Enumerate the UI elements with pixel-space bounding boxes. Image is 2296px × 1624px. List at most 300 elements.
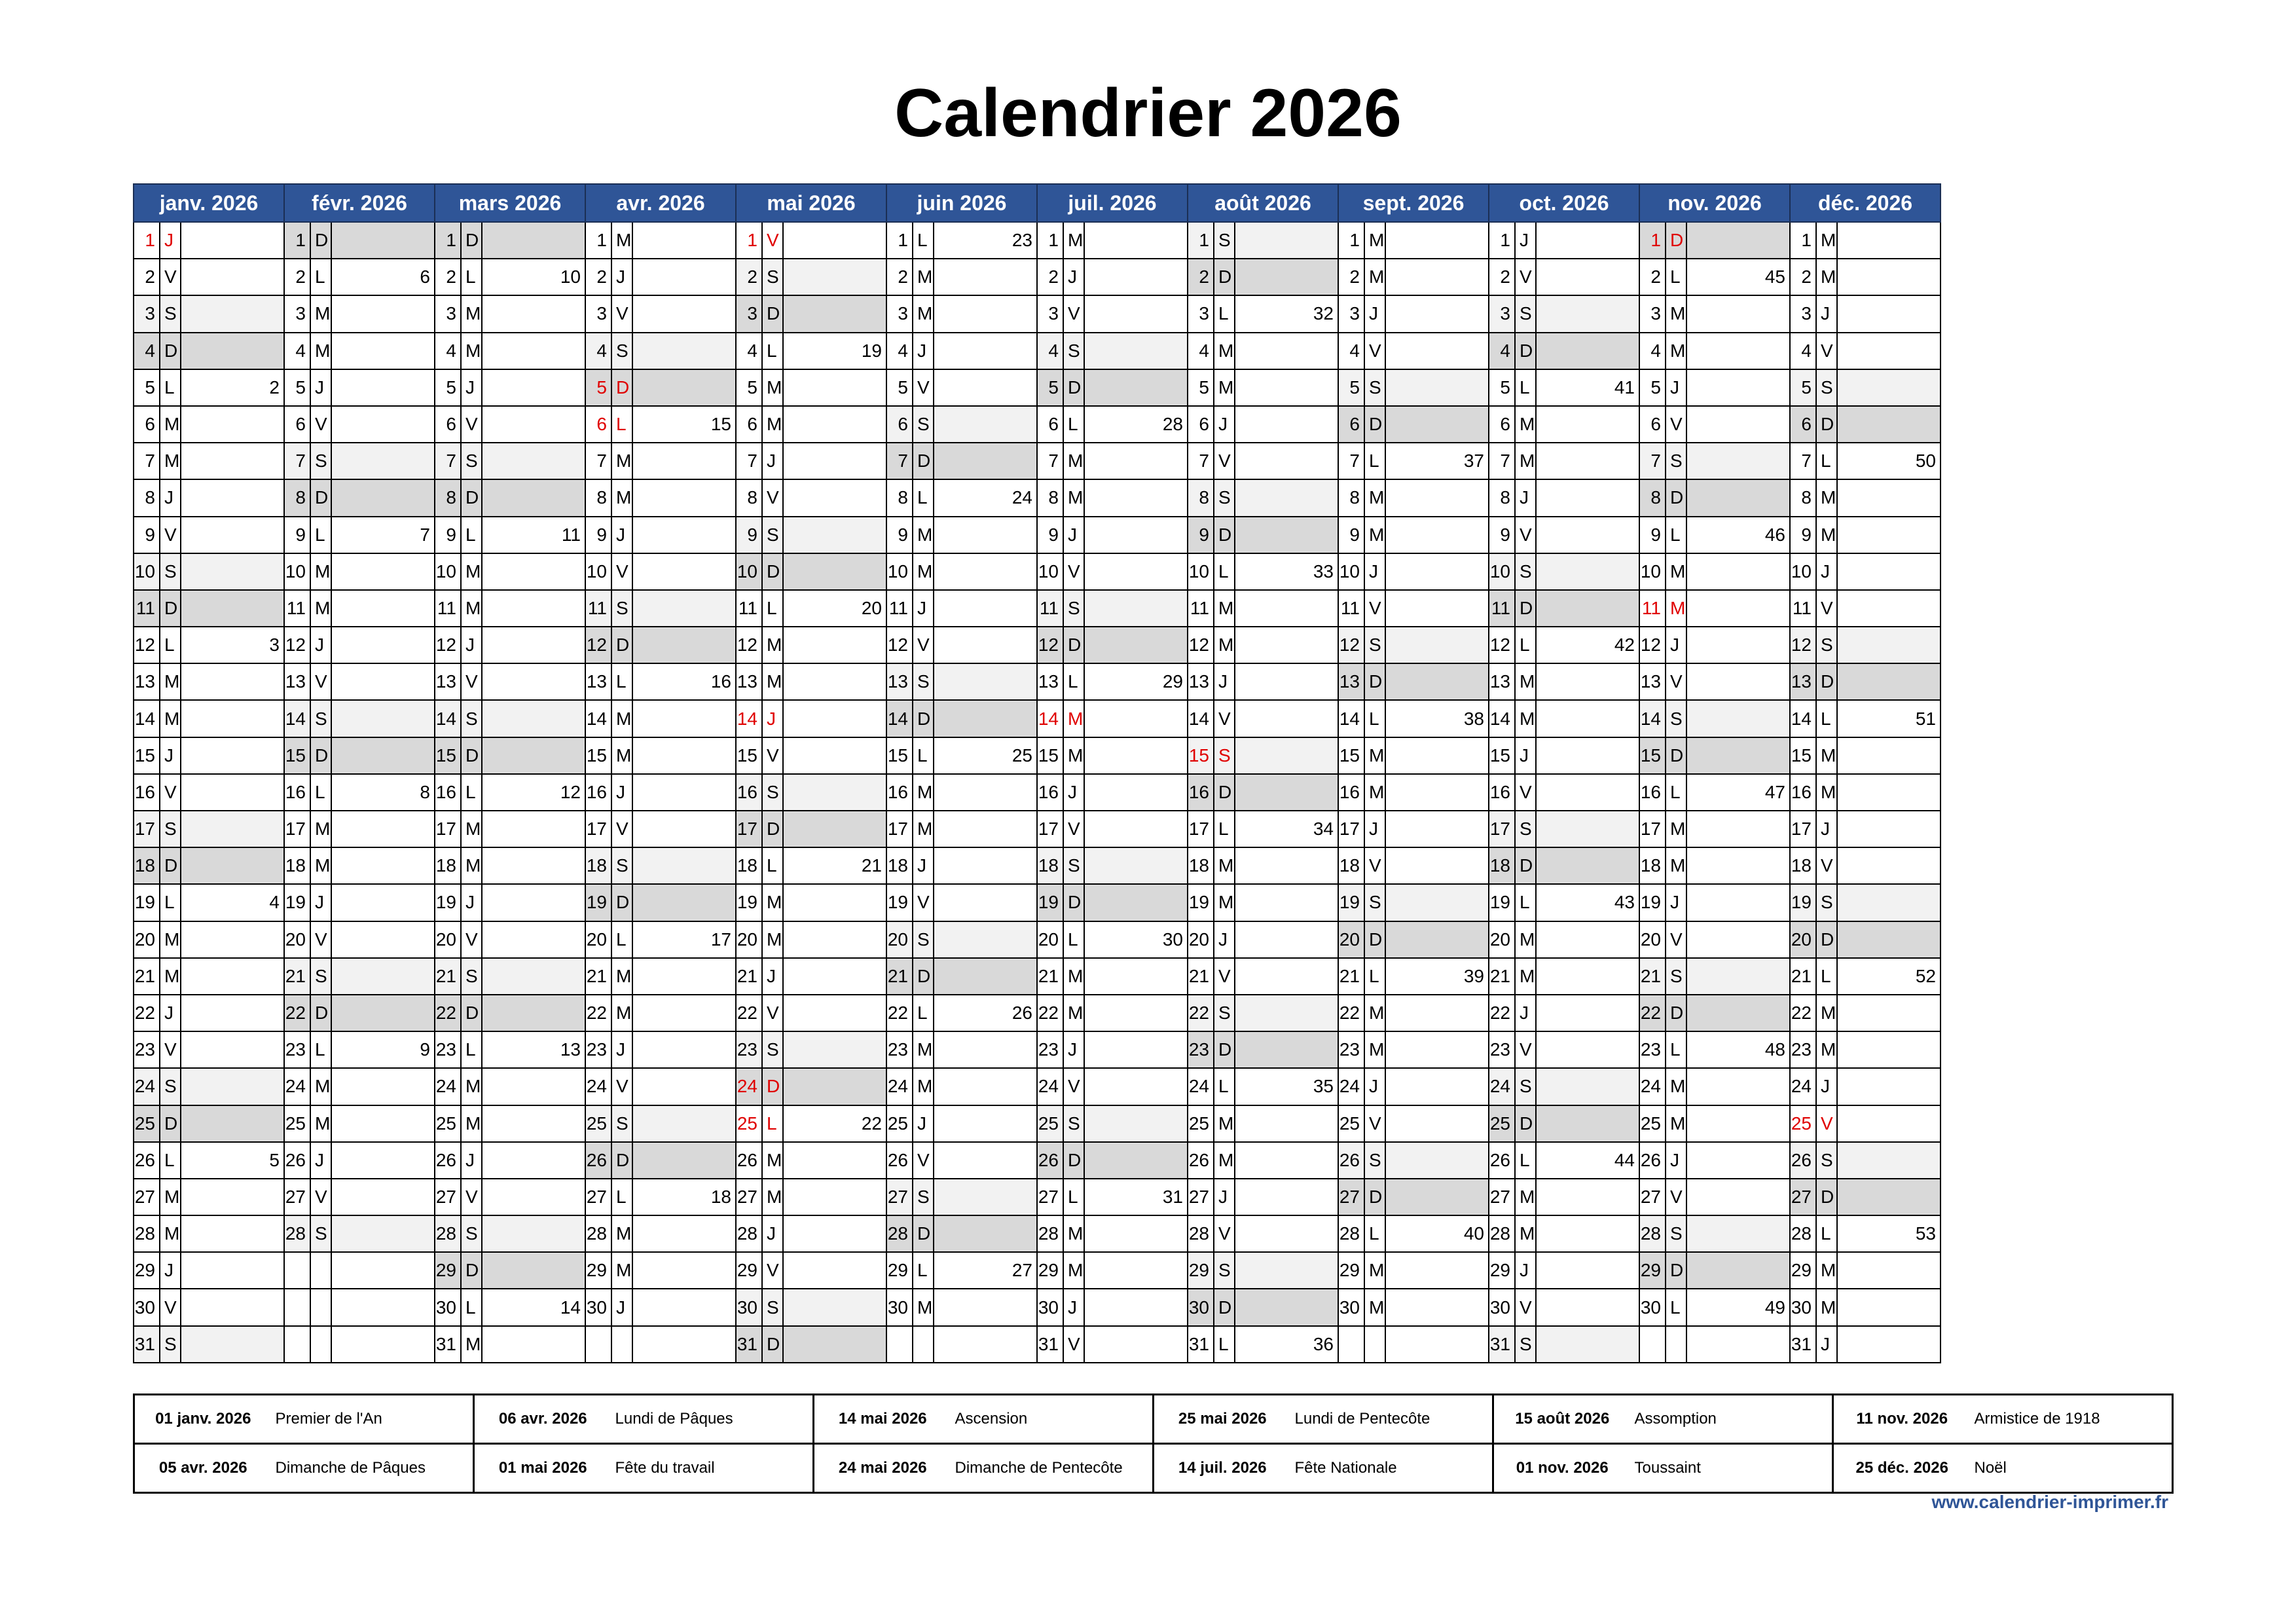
day-number: 28: [886, 1215, 913, 1252]
week-number: 43: [1536, 884, 1639, 921]
day-number: 22: [435, 995, 461, 1031]
day-number: 7: [134, 443, 160, 479]
day-number: 1: [1790, 222, 1816, 259]
week-number: [934, 1179, 1037, 1215]
day-number: 30: [886, 1289, 913, 1325]
day-number: 12: [1639, 627, 1666, 663]
week-number: [482, 627, 585, 663]
weekday-letter: D: [310, 995, 331, 1031]
week-number: [1235, 1179, 1338, 1215]
week-number: [1235, 1252, 1338, 1289]
day-number: 14: [1338, 700, 1364, 737]
weekday-letter: J: [1515, 995, 1536, 1031]
day-number: 4: [284, 333, 310, 369]
week-number: [331, 222, 435, 259]
week-number: 38: [1385, 700, 1489, 737]
day-number: 17: [1790, 811, 1816, 847]
day-row: [134, 700, 1941, 737]
weekday-letter: D: [762, 811, 783, 847]
weekday-letter: J: [1666, 1142, 1686, 1179]
weekday-letter: M: [1666, 590, 1686, 627]
day-row: [134, 517, 1941, 553]
day-number: 21: [585, 958, 611, 995]
weekday-letter: L: [1666, 1289, 1686, 1325]
day-number: 2: [1790, 259, 1816, 295]
day-number: 8: [284, 479, 310, 516]
week-number: [1084, 553, 1188, 590]
weekday-letter: J: [762, 700, 783, 737]
week-number: [1837, 1031, 1941, 1068]
day-number: 22: [1639, 995, 1666, 1031]
day-number: 25: [1790, 1105, 1816, 1142]
weekday-letter: V: [611, 1068, 632, 1105]
day-number: 15: [585, 737, 611, 774]
day-number: 4: [1639, 333, 1666, 369]
week-number: [934, 333, 1037, 369]
day-number: 30: [1639, 1289, 1666, 1325]
week-number: [1837, 259, 1941, 295]
weekday-letter: S: [1214, 995, 1235, 1031]
weekday-letter: S: [1063, 590, 1084, 627]
day-number: 17: [284, 811, 310, 847]
weekday-letter: M: [1515, 1215, 1536, 1252]
week-number: [1084, 627, 1188, 663]
week-number: [1385, 369, 1489, 406]
week-number: [1235, 921, 1338, 958]
week-number: [1385, 627, 1489, 663]
week-number: [632, 1068, 736, 1105]
week-number: [1686, 222, 1790, 259]
day-number: 7: [1338, 443, 1364, 479]
week-number: [934, 406, 1037, 443]
week-number: [331, 333, 435, 369]
week-number: [783, 1252, 886, 1289]
day-number: 22: [736, 995, 762, 1031]
week-number: [1385, 1179, 1489, 1215]
week-number: [1686, 700, 1790, 737]
week-number: [181, 1068, 284, 1105]
day-number: 11: [1037, 590, 1063, 627]
day-number: 13: [736, 663, 762, 700]
weekday-letter: V: [762, 222, 783, 259]
weekday-letter: V: [1515, 259, 1536, 295]
weekday-letter: J: [310, 627, 331, 663]
day-number: 5: [435, 369, 461, 406]
week-number: 46: [1686, 517, 1790, 553]
weekday-letter: V: [1816, 1105, 1837, 1142]
day-number: 19: [585, 884, 611, 921]
weekday-letter: M: [1515, 406, 1536, 443]
weekday-letter: V: [1364, 847, 1385, 884]
holiday-date: 15 août 2026: [1493, 1395, 1631, 1444]
day-number: 10: [1188, 553, 1214, 590]
weekday-letter: S: [1364, 627, 1385, 663]
day-number: 27: [1037, 1179, 1063, 1215]
day-number: 23: [284, 1031, 310, 1068]
week-number: 53: [1837, 1215, 1941, 1252]
weekday-letter: S: [310, 700, 331, 737]
weekday-letter: J: [1515, 479, 1536, 516]
day-number: 28: [134, 1215, 160, 1252]
day-number: 26: [1037, 1142, 1063, 1179]
day-number: 31: [1188, 1326, 1214, 1363]
day-number: 8: [1338, 479, 1364, 516]
day-number: 23: [134, 1031, 160, 1068]
day-number: 22: [1188, 995, 1214, 1031]
website-link[interactable]: www.calendrier-imprimer.fr: [1931, 1492, 2168, 1512]
day-number: 25: [1489, 1105, 1515, 1142]
holiday-date: 06 avr. 2026: [474, 1395, 611, 1444]
day-number: 4: [736, 333, 762, 369]
day-number: 2: [1338, 259, 1364, 295]
day-number: 9: [585, 517, 611, 553]
week-number: [1686, 1215, 1790, 1252]
weekday-letter: M: [913, 811, 934, 847]
weekday-letter: J: [1214, 663, 1235, 700]
week-number: [331, 663, 435, 700]
weekday-letter: D: [310, 479, 331, 516]
month-header: avr. 2026: [585, 184, 736, 222]
day-number: 18: [134, 847, 160, 884]
weekday-letter: D: [160, 333, 181, 369]
weekday-letter: L: [1364, 443, 1385, 479]
day-number: 22: [284, 995, 310, 1031]
weekday-letter: D: [913, 443, 934, 479]
weekday-letter: L: [762, 847, 783, 884]
weekday-letter: D: [1816, 663, 1837, 700]
week-number: [1536, 700, 1639, 737]
day-row: [134, 222, 1941, 259]
week-number: [1686, 590, 1790, 627]
weekday-letter: L: [762, 333, 783, 369]
day-number: 4: [435, 333, 461, 369]
weekday-letter: L: [461, 259, 482, 295]
day-number: 5: [284, 369, 310, 406]
day-number: 27: [1790, 1179, 1816, 1215]
week-number: [1837, 1068, 1941, 1105]
day-number: 17: [1188, 811, 1214, 847]
day-number: 18: [1037, 847, 1063, 884]
day-number: 26: [1188, 1142, 1214, 1179]
weekday-letter: V: [461, 921, 482, 958]
weekday-letter: S: [461, 700, 482, 737]
weekday-letter: D: [1214, 259, 1235, 295]
holiday-name: Lundi de Pentecôte: [1291, 1395, 1493, 1444]
day-number: 24: [435, 1068, 461, 1105]
week-number: [482, 222, 585, 259]
day-number: 12: [1188, 627, 1214, 663]
week-number: [1536, 1031, 1639, 1068]
week-number: [934, 590, 1037, 627]
weekday-letter: M: [913, 553, 934, 590]
week-number: 37: [1385, 443, 1489, 479]
week-number: [181, 295, 284, 332]
week-number: [1084, 517, 1188, 553]
weekday-letter: M: [1364, 774, 1385, 811]
day-row: [134, 1179, 1941, 1215]
weekday-letter: S: [160, 295, 181, 332]
weekday-letter: S: [1063, 333, 1084, 369]
week-number: [1837, 995, 1941, 1031]
week-number: [934, 774, 1037, 811]
day-number: 21: [736, 958, 762, 995]
weekday-letter: M: [611, 222, 632, 259]
weekday-letter: J: [160, 479, 181, 516]
week-number: 45: [1686, 259, 1790, 295]
week-number: [934, 663, 1037, 700]
week-number: [1837, 590, 1941, 627]
day-number: 7: [435, 443, 461, 479]
weekday-letter: D: [913, 700, 934, 737]
weekday-letter: D: [1515, 847, 1536, 884]
day-number: 8: [134, 479, 160, 516]
day-row: [134, 443, 1941, 479]
weekday-letter: L: [1214, 811, 1235, 847]
day-number: 28: [1790, 1215, 1816, 1252]
day-number: 28: [1489, 1215, 1515, 1252]
week-number: [632, 700, 736, 737]
day-number: 11: [585, 590, 611, 627]
day-number: 3: [1489, 295, 1515, 332]
week-number: [934, 553, 1037, 590]
weekday-letter: M: [461, 1326, 482, 1363]
weekday-letter: M: [461, 333, 482, 369]
day-number: 2: [1188, 259, 1214, 295]
weekday-letter: J: [1063, 774, 1084, 811]
day-number: 25: [134, 1105, 160, 1142]
day-number: 11: [1639, 590, 1666, 627]
day-number: 6: [585, 406, 611, 443]
day-number: 28: [1639, 1215, 1666, 1252]
holiday-date: 05 avr. 2026: [158, 1459, 247, 1477]
week-number: 19: [783, 333, 886, 369]
day-number: 17: [736, 811, 762, 847]
week-number: [1385, 1105, 1489, 1142]
day-number: 10: [1489, 553, 1515, 590]
week-number: [482, 553, 585, 590]
weekday-letter: D: [1666, 1252, 1686, 1289]
day-number: 6: [284, 406, 310, 443]
week-number: [1235, 443, 1338, 479]
weekday-letter: V: [913, 884, 934, 921]
weekday-letter: M: [310, 553, 331, 590]
day-number: 31: [435, 1326, 461, 1363]
weekday-letter: M: [310, 295, 331, 332]
weekday-letter: L: [310, 1031, 331, 1068]
weekday-letter: L: [160, 369, 181, 406]
weekday-letter: M: [611, 700, 632, 737]
day-number: 8: [1188, 479, 1214, 516]
week-number: [934, 700, 1037, 737]
weekday-letter: J: [1364, 811, 1385, 847]
weekday-letter: M: [1666, 847, 1686, 884]
day-number: 10: [1639, 553, 1666, 590]
week-number: [482, 1215, 585, 1252]
week-number: [1536, 958, 1639, 995]
day-number: 22: [585, 995, 611, 1031]
weekday-letter: V: [1515, 774, 1536, 811]
day-number: 14: [585, 700, 611, 737]
day-number: 23: [1790, 1031, 1816, 1068]
week-number: [783, 406, 886, 443]
week-number: [1837, 479, 1941, 516]
day-number: 9: [1489, 517, 1515, 553]
holiday-date: 14 juil. 2026: [1178, 1459, 1267, 1477]
day-number: 15: [1639, 737, 1666, 774]
day-number: 3: [1037, 295, 1063, 332]
week-number: [1686, 1105, 1790, 1142]
week-number: [632, 443, 736, 479]
week-number: [783, 553, 886, 590]
day-number: 18: [1338, 847, 1364, 884]
weekday-letter: D: [1063, 884, 1084, 921]
weekday-letter: J: [1063, 259, 1084, 295]
day-number: 1: [1188, 222, 1214, 259]
day-number: 12: [886, 627, 913, 663]
day-row: [134, 1068, 1941, 1105]
week-number: [934, 627, 1037, 663]
week-number: 26: [934, 995, 1037, 1031]
day-number: 1: [1639, 222, 1666, 259]
weekday-letter: J: [1816, 1068, 1837, 1105]
day-number: 24: [1037, 1068, 1063, 1105]
week-number: 36: [1235, 1326, 1338, 1363]
page-title: Calendrier 2026: [894, 75, 1402, 151]
day-number: 10: [886, 553, 913, 590]
week-number: [783, 1326, 886, 1363]
week-number: [482, 847, 585, 884]
weekday-letter: L: [611, 406, 632, 443]
day-number: 12: [1338, 627, 1364, 663]
weekday-letter: [310, 1289, 331, 1325]
weekday-letter: M: [1063, 1215, 1084, 1252]
holiday-date: 25 mai 2026: [1154, 1395, 1291, 1444]
week-number: [1686, 553, 1790, 590]
weekday-letter: L: [611, 921, 632, 958]
weekday-letter: V: [762, 479, 783, 516]
month-header: oct. 2026: [1489, 184, 1639, 222]
week-number: [181, 958, 284, 995]
day-number: 22: [134, 995, 160, 1031]
weekday-letter: J: [913, 847, 934, 884]
year-calendar: [133, 183, 1941, 1363]
weekday-letter: D: [1816, 921, 1837, 958]
week-number: [1536, 1289, 1639, 1325]
week-number: 32: [1235, 295, 1338, 332]
day-number: 8: [1037, 479, 1063, 516]
weekday-letter: M: [913, 1289, 934, 1325]
weekday-letter: L: [1364, 958, 1385, 995]
week-number: 2: [181, 369, 284, 406]
day-number: 29: [886, 1252, 913, 1289]
day-number: 12: [284, 627, 310, 663]
day-number: 9: [1037, 517, 1063, 553]
day-number: 9: [134, 517, 160, 553]
day-number: 1: [585, 222, 611, 259]
weekday-letter: [310, 1252, 331, 1289]
month-header: mars 2026: [435, 184, 585, 222]
week-number: [632, 333, 736, 369]
week-number: [1536, 1252, 1639, 1289]
weekday-letter: L: [913, 1252, 934, 1289]
day-number: 11: [1790, 590, 1816, 627]
week-number: [482, 1105, 585, 1142]
weekday-letter: S: [611, 333, 632, 369]
day-number: 12: [134, 627, 160, 663]
weekday-letter: D: [1364, 406, 1385, 443]
week-number: [1837, 663, 1941, 700]
day-number: 13: [1188, 663, 1214, 700]
week-number: [1536, 1215, 1639, 1252]
day-number: 7: [284, 443, 310, 479]
week-number: [1837, 811, 1941, 847]
week-number: [482, 1142, 585, 1179]
day-number: 21: [134, 958, 160, 995]
weekday-letter: L: [160, 627, 181, 663]
day-number: 23: [1037, 1031, 1063, 1068]
week-number: [1686, 406, 1790, 443]
month-header: juil. 2026: [1037, 184, 1188, 222]
day-number: 5: [886, 369, 913, 406]
weekday-letter: V: [1666, 663, 1686, 700]
week-number: [783, 958, 886, 995]
weekday-letter: M: [1816, 517, 1837, 553]
week-number: [632, 1252, 736, 1289]
weekday-letter: M: [310, 847, 331, 884]
day-number: 19: [284, 884, 310, 921]
week-number: [482, 295, 585, 332]
week-number: [1686, 847, 1790, 884]
weekday-letter: J: [762, 443, 783, 479]
day-number: 15: [435, 737, 461, 774]
day-number: 19: [1037, 884, 1063, 921]
weekday-letter: M: [762, 1179, 783, 1215]
week-number: [1536, 590, 1639, 627]
weekday-letter: J: [1364, 295, 1385, 332]
week-number: [1686, 479, 1790, 516]
day-number: 11: [1338, 590, 1364, 627]
day-number: 16: [1489, 774, 1515, 811]
weekday-letter: S: [1214, 479, 1235, 516]
week-number: [1686, 1142, 1790, 1179]
weekday-letter: M: [160, 921, 181, 958]
day-number: 20: [1639, 921, 1666, 958]
day-row: [134, 1215, 1941, 1252]
day-number: 26: [284, 1142, 310, 1179]
weekday-letter: S: [1816, 1142, 1837, 1179]
weekday-letter: L: [1666, 259, 1686, 295]
weekday-letter: V: [1214, 1215, 1235, 1252]
day-number: 4: [585, 333, 611, 369]
day-number: 7: [1790, 443, 1816, 479]
week-number: [1235, 737, 1338, 774]
day-number: 13: [435, 663, 461, 700]
week-number: 48: [1686, 1031, 1790, 1068]
month-header: févr. 2026: [284, 184, 435, 222]
day-number: 20: [435, 921, 461, 958]
weekday-letter: D: [762, 295, 783, 332]
weekday-letter: D: [461, 1252, 482, 1289]
day-number: 15: [284, 737, 310, 774]
week-number: [783, 700, 886, 737]
day-number: 23: [736, 1031, 762, 1068]
day-number: 3: [284, 295, 310, 332]
week-number: [934, 259, 1037, 295]
day-number: 16: [1188, 774, 1214, 811]
week-number: [632, 995, 736, 1031]
day-row: [134, 1142, 1941, 1179]
week-number: [1536, 847, 1639, 884]
